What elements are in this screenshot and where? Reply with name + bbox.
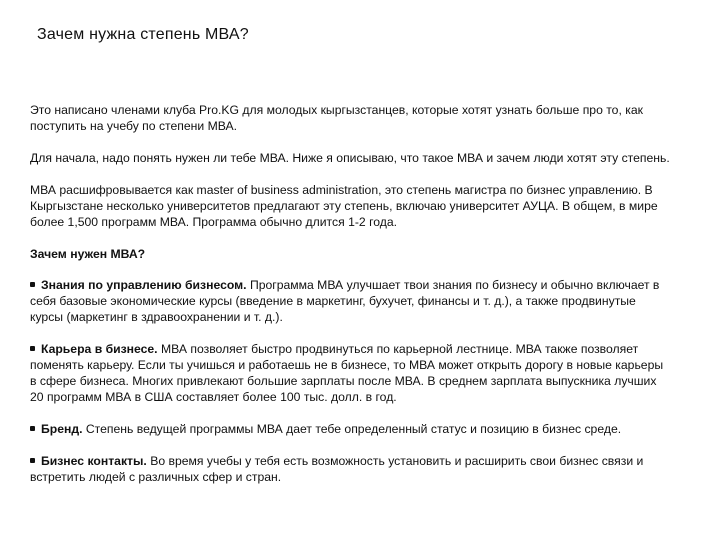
need-mba-paragraph: Для начала, надо понять нужен ли тебе МВА. Ниже я описываю, что такое МВА и зачем люди хотят эту степень.: [30, 151, 670, 165]
bullet-item-career: [30, 341, 670, 405]
bullet-icon: [30, 282, 35, 287]
mba-definition-paragraph: МВА расшифровывается как master of business administration, это степень магистра по бизнес управлению. В Кыргызстане несколько университетов предлагают эту степень, включаю университет АУЦА. В общем, в мире более 1,500 программ МВА. Программа обычно длится 1-2 года.: [30, 183, 658, 229]
section-heading: Зачем нужен МВА?: [30, 247, 146, 261]
bullet-icon: [30, 458, 35, 463]
bullet-term: Бизнес контакты.: [41, 454, 147, 468]
intro-paragraph: Это написано членами клуба Pro.KG для молодых кыргызстанцев, которые хотят узнать больше про то, как поступить на учебу по степени МВА.: [30, 103, 643, 133]
bullet-text: Степень ведущей программы МВА дает тебе определенный статус и позицию в бизнес среде.: [85, 422, 622, 436]
body-text: [30, 102, 670, 501]
bullet-text: Во время учебы у тебя есть возможность установить и расширить свои бизнес связи и встретить людей с различных сфер и стран.: [30, 454, 644, 484]
bullet-term: Карьера в бизнесе.: [41, 342, 158, 356]
bullet-item-brand: [30, 421, 670, 437]
bullet-icon: [30, 426, 35, 431]
bullet-text: МВА позволяет быстро продвинуться по карьерной лестнице. МВА также позволяет поменять карьеру. Если ты учишься и работаешь не в бизнесе, то МВА может открыть дорогу в новые карьеры в сфере бизнеса. Многих привлекают большие зарплаты после МВА. В среднем зарплата выпускника лучших 20 программ МВА в США составляет более 100 тыс. долл. в год.: [30, 342, 664, 404]
bullet-icon: [30, 346, 35, 351]
page-title: Зачем нужна степень МВА?: [37, 26, 249, 43]
bullet-item-knowledge: [30, 277, 670, 325]
bullet-text: Программа МВА улучшает твои знания по бизнесу и обычно включает в себя базовые экономические курсы (введение в маркетинг, бухучет, финансы и т. д.), а также продвинутые курсы (маркетинг в здравоохранении и т. д.).: [30, 278, 660, 324]
bullet-term: Знания по управлению бизнесом.: [41, 278, 247, 292]
bullet-item-contacts: [30, 453, 670, 485]
bullet-term: Бренд.: [41, 422, 83, 436]
